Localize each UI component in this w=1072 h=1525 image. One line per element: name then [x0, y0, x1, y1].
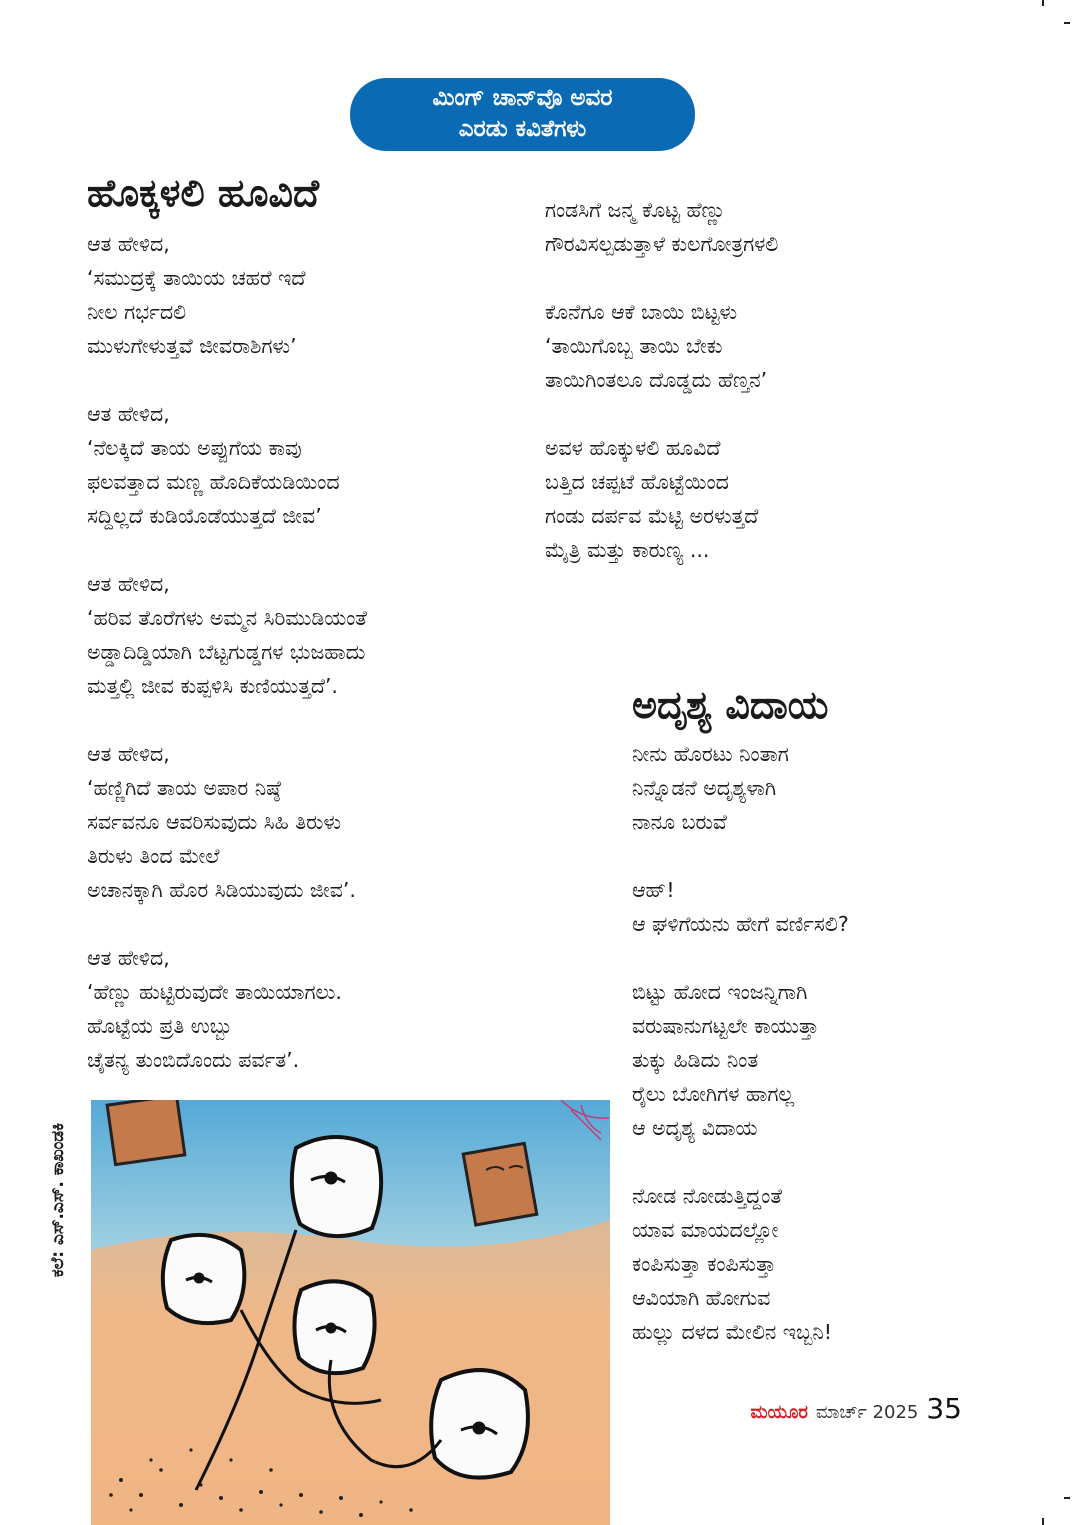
- stanza: [87, 227, 367, 363]
- poem-line: ಗಂಡಸಿಗೆ ಜನ್ಮ ಕೊಟ್ಟ ಹೆಣ್ಣು: [545, 198, 726, 222]
- poem-line: ಆತ ಹೇಳಿದ,: [87, 232, 170, 256]
- stanza: [87, 941, 367, 1077]
- poem-line: ಮುಳುಗೇಳುತ್ತವೆ ಜೀವರಾಶಿಗಳು’: [87, 334, 297, 358]
- illustration-credit: ಕಲೆ: ಎಸ್.ಎಸ್. ಕಾಖಂಡಕಿ: [48, 1122, 68, 1278]
- poem-line: ಆಹ್!: [632, 878, 675, 902]
- poem-line: ‘ನೆಲಕ್ಕಿದೆ ತಾಯ ಅಪ್ಪುಗೆಯ ಕಾವು: [87, 436, 302, 460]
- poem-line: ಅಚಾನಕ್ಕಾಗಿ ಹೊರ ಸಿಡಿಯುವುದು ಜೀವ’.: [87, 878, 356, 902]
- poem-line: ‘ಹರಿವ ತೊರೆಗಳು ಅಮ್ಮನ ಸಿರಿಮುಡಿಯಂತೆ: [87, 606, 367, 630]
- poem-line: ವರುಷಾನುಗಟ್ಟಲೇ ಕಾಯುತ್ತಾ: [632, 1014, 819, 1038]
- poem-line: ಸದ್ದಿಲ್ಲದೆ ಕುಡಿಯೊಡೆಯುತ್ತದೆ ಜೀವ’: [87, 504, 322, 528]
- poem2-column: [632, 737, 849, 1349]
- poem-line: ‘ಹೆಣ್ಣು ಹುಟ್ಟಿರುವುದೇ ತಾಯಿಯಾಗಲು.: [87, 980, 342, 1004]
- poem1-left-column: [87, 227, 367, 1077]
- poem-line: ಬತ್ತಿದ ಚಪ್ಪಟೆ ಹೊಟ್ಟೆಯಿಂದ: [545, 470, 729, 494]
- crop-mark-top-right: [1042, 0, 1044, 6]
- stanza: [632, 1179, 849, 1349]
- page-footer: [751, 1392, 963, 1425]
- illustration-art: [91, 1100, 610, 1525]
- poem-line: ಸರ್ವವನೂ ಆವರಿಸುವುದು ಸಿಹಿ ತಿರುಳು: [87, 810, 342, 834]
- poem-line: ಆತ ಹೇಳಿದ,: [87, 402, 170, 426]
- stanza: [87, 737, 367, 907]
- poem-line: ನೋಡ ನೋಡುತ್ತಿದ್ದಂತೆ: [632, 1184, 783, 1208]
- poem-line: ತುಕ್ಕು ಹಿಡಿದು ನಿಂತ: [632, 1048, 759, 1072]
- poem-line: ಆ ಅದೃಶ್ಯ ವಿದಾಯ: [632, 1116, 758, 1140]
- poem-line: ರೈಲು ಬೋಗಿಗಳ ಹಾಗಲ್ಲ: [632, 1082, 795, 1106]
- crop-mark-right-bottom: [1064, 1497, 1070, 1499]
- poem-line: ತಿರುಳು ತಿಂದ ಮೇಲೆ: [87, 844, 220, 868]
- poem-line: ಆತ ಹೇಳಿದ,: [87, 742, 170, 766]
- poem2-title: ಅದೃಶ್ಯ ವಿದಾಯ: [632, 683, 829, 727]
- poem-line: ‘ಹಣ್ಣಿಗಿದೆ ತಾಯ ಅಪಾರ ನಿಷ್ಠೆ: [87, 776, 281, 800]
- poem-line: ಆ ಘಳಿಗೆಯನು ಹೇಗೆ ವರ್ಣಿಸಲಿ?: [632, 912, 849, 936]
- magazine-brand: ಮಯೂರ: [750, 1402, 808, 1423]
- stanza: [632, 737, 849, 839]
- header-line-1: ಮಿಂಗ್ ಚಾನ್‌ವೊ ಅವರ: [432, 85, 613, 111]
- page-number: 35: [926, 1392, 962, 1425]
- poem-line: ನೀನು ಹೊರಟು ನಿಂತಾಗ: [632, 742, 789, 766]
- poem-line: ಅಡ್ಡಾದಿಡ್ಡಿಯಾಗಿ ಬೆಟ್ಟಗುಡ್ಡಗಳ ಭುಜಹಾದು: [87, 640, 366, 664]
- poem-line: ‘ತಾಯಿಗೊಬ್ಬ ತಾಯಿ ಬೇಕು: [545, 334, 723, 358]
- poem-line: ತಾಯಿಗಿಂತಲೂ ದೊಡ್ಡದು ಹೆಣ್ತನ’: [545, 368, 768, 392]
- poem-line: ನೀಲ ಗರ್ಭದಲಿ: [87, 300, 187, 324]
- poem-line: ಆತ ಹೇಳಿದ,: [87, 572, 170, 596]
- poem-line: ಅವಳ ಹೊಕ್ಕುಳಲಿ ಹೂವಿದೆ: [545, 436, 721, 460]
- poem-line: ಆತ ಹೇಳಿದ,: [87, 946, 170, 970]
- poem-line: ಬಿಟ್ಟು ಹೋದ ಇಂಜನ್ನಿಗಾಗಿ: [632, 980, 808, 1004]
- stanza: [545, 295, 778, 397]
- poem-line: ಗೌರವಿಸಲ್ಪಡುತ್ತಾಳೆ ಕುಲಗೋತ್ರಗಳಲಿ: [545, 232, 779, 256]
- poem1-right-column: [545, 193, 778, 567]
- crop-mark-bottom-right: [1042, 1518, 1044, 1525]
- poem-line: ನಿನ್ನೊಡನೆ ಅದೃಶ್ಯಳಾಗಿ: [632, 776, 777, 800]
- stanza: [632, 975, 849, 1145]
- poem-line: ಯಾವ ಮಾಯದಲ್ಲೋ: [632, 1218, 779, 1242]
- poem-line: ‘ಸಮುದ್ರಕ್ಕೆ ತಾಯಿಯ ಚಹರೆ ಇದೆ: [87, 266, 306, 290]
- stanza: [87, 397, 367, 533]
- issue-date: ಮಾರ್ಚ್ 2025: [815, 1402, 919, 1423]
- stanza: [545, 193, 778, 261]
- article-header-badge: [350, 78, 695, 151]
- poem-line: ಹುಲ್ಲು ದಳದ ಮೇಲಿನ ಇಬ್ಬನಿ!: [632, 1320, 832, 1344]
- poem-line: ಗಂಡು ದರ್ಪವ ಮೆಟ್ಟಿ ಅರಳುತ್ತದೆ: [545, 504, 759, 528]
- poem1-title: ಹೊಕ್ಕಳಲಿ ಹೂವಿದೆ: [87, 171, 320, 215]
- header-line-2: ಎರಡು ಕವಿತೆಗಳು: [458, 116, 587, 142]
- poem-line: ನಾನೂ ಬರುವೆ: [632, 810, 727, 834]
- poem-line: ಕೊನೆಗೂ ಆಕೆ ಬಾಯಿ ಬಿಟ್ಟಳು: [545, 300, 738, 324]
- poem-line: ಮೈತ್ರಿ ಮತ್ತು ಕಾರುಣ್ಯ ...: [545, 538, 710, 562]
- stanza: [545, 431, 778, 567]
- poem-line: ಮತ್ತಲ್ಲಿ ಜೀವ ಕುಪ್ಪಳಿಸಿ ಕುಣಿಯುತ್ತದೆ’.: [87, 674, 338, 698]
- poem-line: ಚೈತನ್ಯ ತುಂಬಿದೊಂದು ಪರ್ವತ’.: [87, 1048, 300, 1072]
- poem-illustration: [91, 1100, 610, 1525]
- poem-line: ಫಲವತ್ತಾದ ಮಣ್ಣ ಹೊದಿಕೆಯಡಿಯಿಂದ: [87, 470, 340, 494]
- stanza: [87, 567, 367, 703]
- poem-line: ಹೊಟ್ಟೆಯ ಪ್ರತಿ ಉಬ್ಬು: [87, 1014, 233, 1038]
- stanza: [632, 873, 849, 941]
- crop-mark-right-top: [1064, 22, 1070, 24]
- poem-line: ಕಂಪಿಸುತ್ತಾ ಕಂಪಿಸುತ್ತಾ: [632, 1252, 776, 1276]
- poem-line: ಆವಿಯಾಗಿ ಹೋಗುವ: [632, 1286, 771, 1310]
